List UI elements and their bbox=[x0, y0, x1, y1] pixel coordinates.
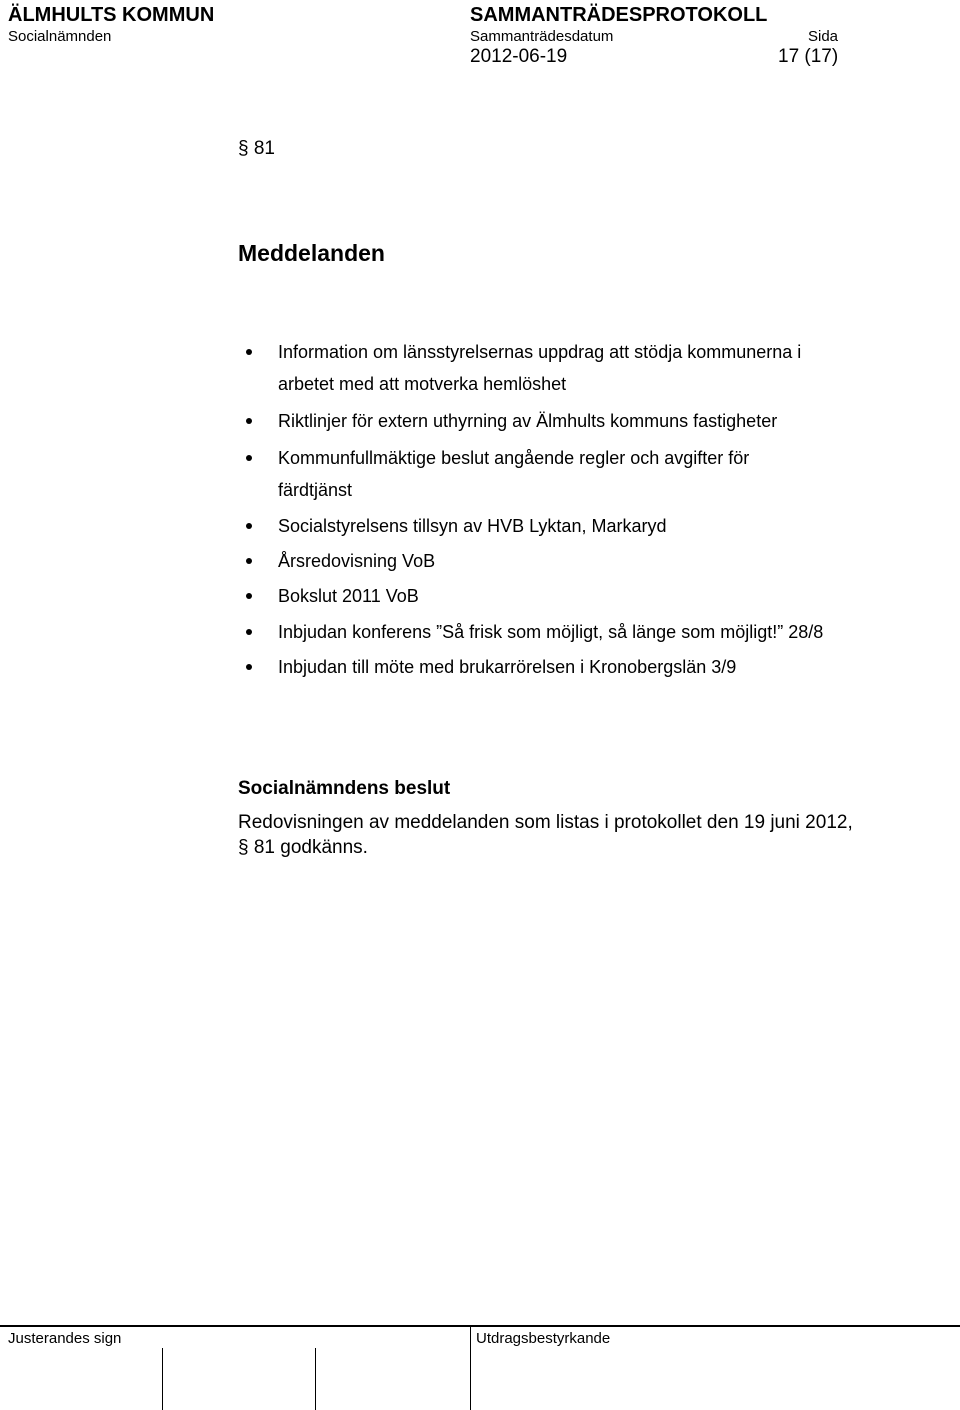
bullet-icon bbox=[246, 349, 252, 355]
date-value: 2012-06-19 bbox=[470, 46, 568, 67]
extract-label: Utdragsbestyrkande bbox=[476, 1330, 611, 1347]
bullet-icon bbox=[246, 455, 252, 461]
bullet-icon bbox=[246, 418, 252, 424]
page-label: Sida bbox=[808, 28, 839, 45]
decision-text-line1: Redovisningen av meddelanden som listas i protokollet den 19 juni 2012, bbox=[238, 812, 853, 833]
sign-divider-1 bbox=[162, 1348, 163, 1410]
section-title: Meddelanden bbox=[238, 240, 385, 266]
decision-text-line2 bbox=[238, 837, 368, 859]
sign-divider-2 bbox=[315, 1348, 316, 1410]
date-label: Sammanträdesdatum bbox=[470, 28, 614, 45]
page-value: 17 (17) bbox=[778, 46, 839, 67]
list-item-text: Inbjudan till möte med brukarrörelsen i Kronobergslän 3/9 bbox=[278, 657, 737, 677]
municipality-name: ÄLMHULTS KOMMUN bbox=[8, 4, 215, 26]
sign-divider-3 bbox=[470, 1326, 471, 1410]
list-item-text: Bokslut 2011 VoB bbox=[278, 586, 419, 606]
sign-label: Justerandes sign bbox=[8, 1330, 122, 1347]
footer-rule bbox=[0, 1325, 960, 1327]
bullet-icon bbox=[246, 523, 252, 529]
list-item-text: Riktlinjer för extern uthyrning av Älmhults kommuns fastigheter bbox=[278, 411, 778, 431]
decision-heading: Socialnämndens beslut bbox=[238, 778, 451, 799]
list-item-text: Inbjudan konferens ”Så frisk som möjligt, så länge som möjligt!” 28/8 bbox=[278, 622, 824, 642]
list-item-text: Årsredovisning VoB bbox=[278, 551, 436, 571]
paragraph-mark bbox=[238, 138, 275, 160]
department-name: Socialnämnden bbox=[8, 28, 112, 45]
list-item-text: färdtjänst bbox=[278, 480, 353, 500]
list-item-text: Kommunfullmäktige beslut angående regler och avgifter för bbox=[278, 448, 750, 468]
bullet-icon bbox=[246, 664, 252, 670]
paragraph-symbol: § bbox=[238, 837, 249, 858]
bullet-icon bbox=[246, 593, 252, 599]
paragraph-symbol: § bbox=[238, 138, 249, 159]
list-item-text: Socialstyrelsens tillsyn av HVB Lyktan, Markaryd bbox=[278, 516, 667, 536]
paragraph-number: 81 bbox=[253, 138, 275, 159]
bullet-icon bbox=[246, 629, 252, 635]
list-item-text: arbetet med att motverka hemlöshet bbox=[278, 374, 567, 394]
decision-text-tail: 81 godkänns. bbox=[253, 837, 368, 858]
list-item-text: Information om länsstyrelsernas uppdrag att stödja kommunerna i bbox=[278, 342, 802, 362]
document-type: SAMMANTRÄDESPROTOKOLL bbox=[470, 4, 768, 26]
bullet-icon bbox=[246, 558, 252, 564]
